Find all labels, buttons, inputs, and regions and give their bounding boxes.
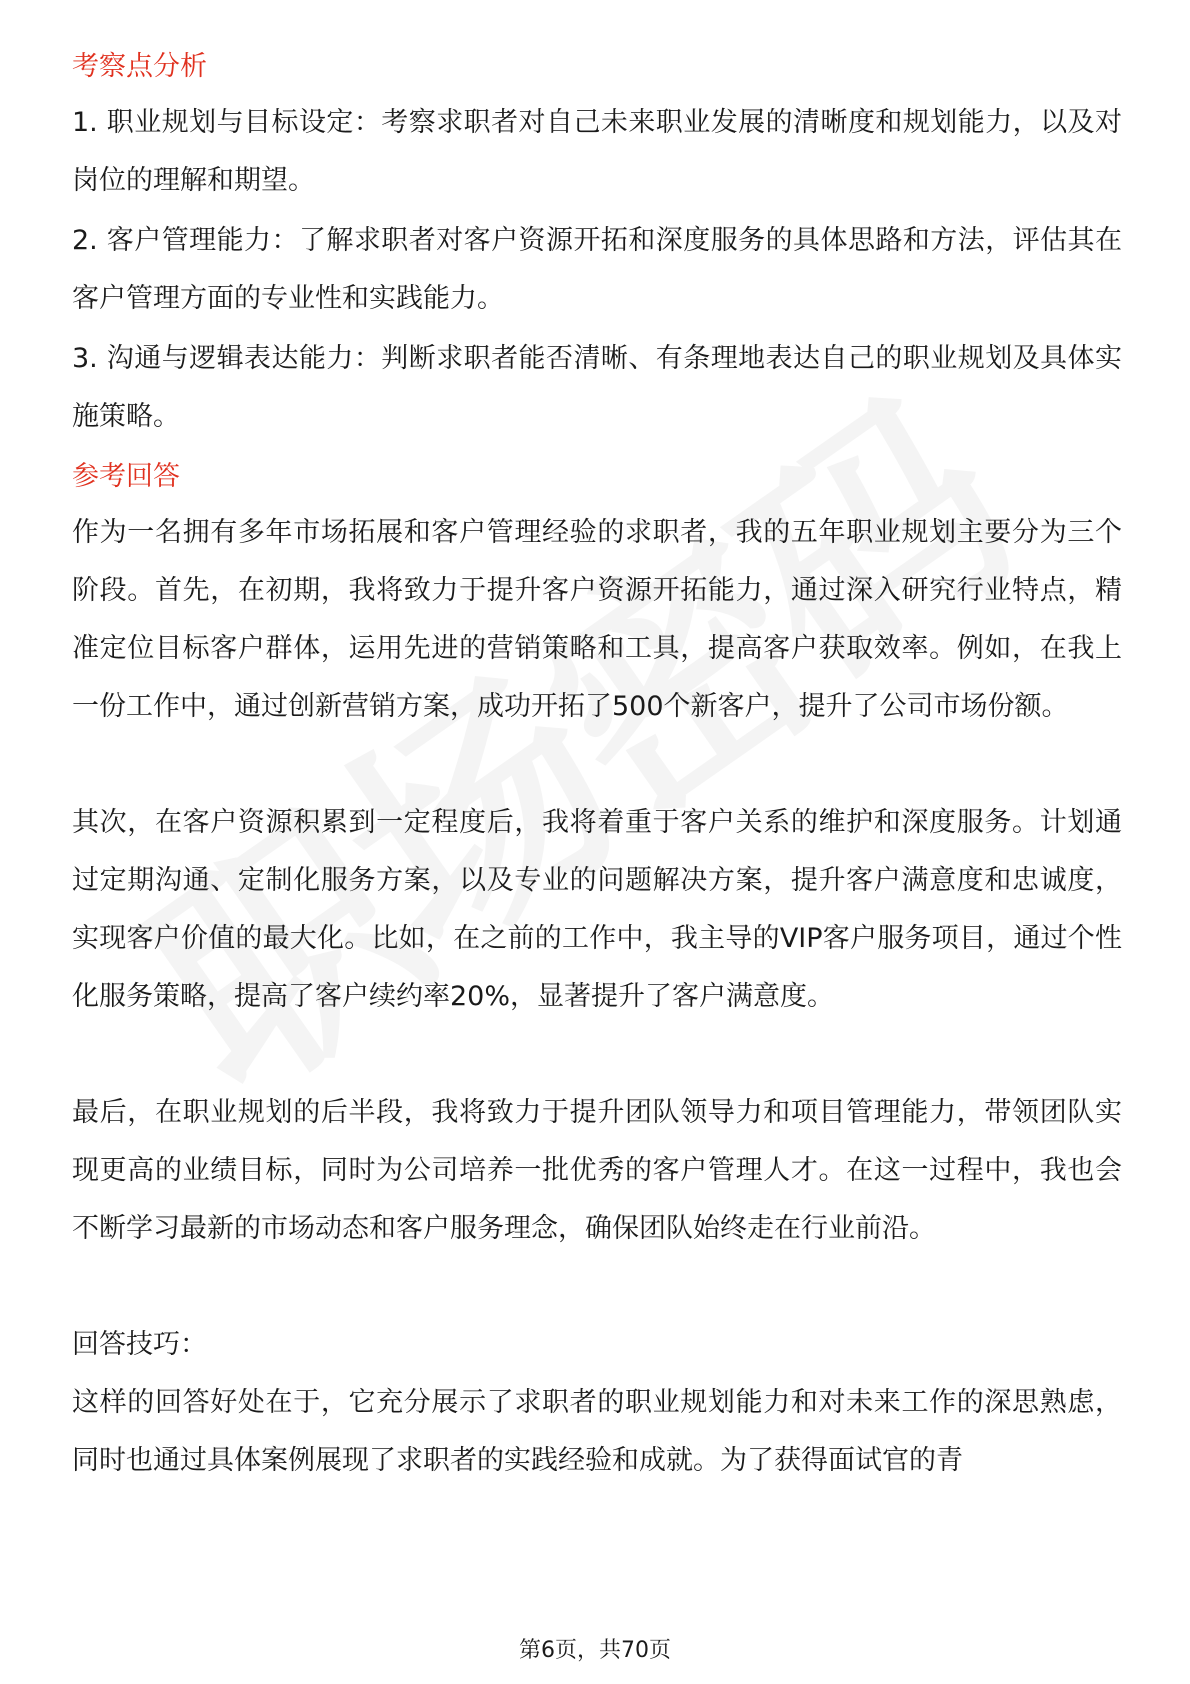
analysis-item-2: 2. 客户管理能力：了解求职者对客户资源开拓和深度服务的具体思路和方法，评估其在客户管理方面的专业性和实践能力。 <box>72 225 1122 314</box>
answer-section <box>72 458 1122 1316</box>
analysis-section <box>72 48 1122 446</box>
answer-paragraph-3: 最后，在职业规划的后半段，我将致力于提升团队领导力和项目管理能力，带领团队实现更高的业绩目标，同时为公司培养一批优秀的客户管理人才。在这一过程中，我也会不断学习最新的市场动态和客户服务理念，确保团队始终走在行业前沿。 <box>72 1097 1122 1244</box>
analysis-heading: 考察点分析 <box>72 51 207 82</box>
answer-paragraph-1: 作为一名拥有多年市场拓展和客户管理经验的求职者，我的五年职业规划主要分为三个阶段。首先，在初期，我将致力于提升客户资源开拓能力，通过深入研究行业特点，精准定位目标客户群体，运用先进的营销策略和工具，提高客户获取效率。例如，在我上一份工作中，通过创新营销方案，成功开拓了500个新客户，提升了公司市场份额。 <box>72 517 1122 722</box>
tips-heading: 回答技巧： <box>72 1329 207 1360</box>
tips-text: 这样的回答好处在于，它充分展示了求职者的职业规划能力和对未来工作的深思熟虑，同时也通过具体案例展现了求职者的实践经验和成就。为了获得面试官的青 <box>72 1387 1122 1476</box>
page-number: 第6页，共70页 <box>519 1638 671 1663</box>
analysis-item-1: 1. 职业规划与目标设定：考察求职者对自己未来职业发展的清晰度和规划能力，以及对岗位的理解和期望。 <box>72 107 1122 196</box>
answer-heading: 参考回答 <box>72 461 180 492</box>
tips-section <box>72 1316 1122 1490</box>
page-content <box>72 48 1122 1490</box>
answer-paragraph-2: 其次，在客户资源积累到一定程度后，我将着重于客户关系的维护和深度服务。计划通过定期沟通、定制化服务方案，以及专业的问题解决方案，提升客户满意度和忠诚度，实现客户价值的最大化。比如，在之前的工作中，我主导的VIP客户服务项目，通过个性化服务策略，提高了客户续约率20%，显著提升了客户满意度。 <box>72 807 1122 1012</box>
analysis-item-3: 3. 沟通与逻辑表达能力：判断求职者能否清晰、有条理地表达自己的职业规划及具体实施策略。 <box>72 343 1122 432</box>
